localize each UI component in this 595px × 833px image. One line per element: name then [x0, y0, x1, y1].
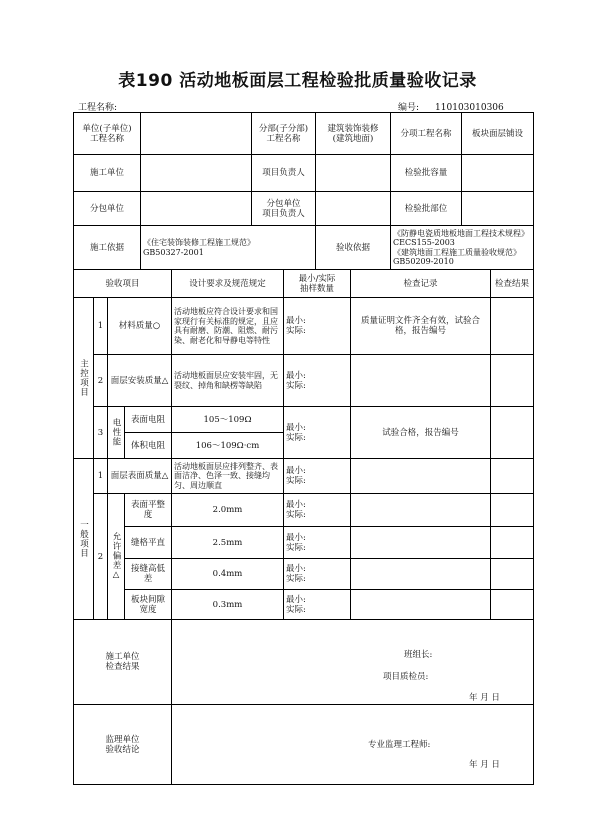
basis-value: 《住宅装饰装修工程施工规范》 GB50327-2001: [141, 226, 316, 270]
sub-item-name: 表面平整度: [125, 494, 172, 527]
form-title: 表190 活动地板面层工程检验批质量验收记录: [118, 71, 477, 91]
sample-cell: 最小: 实际:: [284, 494, 351, 527]
main-control-label: 主控项目: [73, 298, 94, 459]
main-item-result[interactable]: [491, 298, 534, 355]
general-item-no: 2: [94, 494, 108, 620]
unit-project-label: 单位(子单位) 工程名称: [73, 112, 141, 155]
subcontract-leader-value[interactable]: [316, 192, 391, 226]
batch-capacity-value[interactable]: [462, 155, 534, 192]
col-sample: 最小/实际 抽样数量: [284, 270, 351, 298]
main-item-result[interactable]: [491, 407, 534, 459]
col-items: 验收项目: [73, 270, 172, 298]
sample-cell: 最小: 实际:: [284, 459, 351, 494]
sample-cell: 最小: 实际:: [284, 559, 351, 590]
sub-item-record[interactable]: [351, 559, 491, 590]
main-item-name: 面层安装质量△: [108, 355, 172, 407]
unit-project-value[interactable]: [141, 112, 252, 155]
sub-item-name: 缝格平直: [125, 527, 172, 559]
date-label: 年 月 日: [469, 693, 500, 703]
subcontract-leader-label: 分包单位 项目负责人: [252, 192, 316, 226]
construction-unit-value[interactable]: [141, 155, 252, 192]
electrical-group-label: 电性能: [108, 407, 125, 459]
code-label: 编号:: [398, 103, 420, 113]
main-item-no: 1: [94, 298, 108, 355]
supervisor-label: 专业监理工程师:: [368, 740, 431, 750]
subitem-value: 板块面层铺设: [462, 112, 534, 155]
deviation-group-label: 允许偏差△: [108, 494, 125, 620]
general-item-req: 活动地板面层应排列整齐、表面洁净、色泽一致、接缝均匀、周边顺直: [172, 459, 284, 494]
sub-item-req: 105～109Ω: [172, 407, 284, 433]
batch-capacity-label: 检验批容量: [391, 155, 462, 192]
sub-item-req: 0.4mm: [172, 559, 284, 590]
batch-location-value[interactable]: [462, 192, 534, 226]
supervision-area[interactable]: [172, 705, 534, 785]
batch-location-label: 检验批部位: [391, 192, 462, 226]
construction-unit-label: 施工单位: [73, 155, 141, 192]
sub-item-req: 106～109Ω·cm: [172, 433, 284, 459]
general-item-name: 面层表面质量△: [108, 459, 172, 494]
sample-cell: 最小: 实际:: [284, 407, 351, 459]
sub-item-req: 0.3mm: [172, 590, 284, 620]
sub-item-result[interactable]: [491, 527, 534, 559]
sub-item-req: 2.0mm: [172, 494, 284, 527]
col-result: 检查结果: [491, 270, 534, 298]
sub-item-result[interactable]: [491, 559, 534, 590]
project-leader-value[interactable]: [316, 155, 391, 192]
sub-item-req: 2.5mm: [172, 527, 284, 559]
sample-cell: 最小: 实际:: [284, 527, 351, 559]
sub-item-result[interactable]: [491, 590, 534, 620]
sample-cell: 最小: 实际:: [284, 590, 351, 620]
basis-label: 施工依据: [73, 226, 141, 270]
general-item-no: 1: [94, 459, 108, 494]
sample-cell: 最小: 实际:: [284, 298, 351, 355]
main-item-record: 试验合格，报告编号: [351, 407, 491, 459]
subcontract-unit-value[interactable]: [141, 192, 252, 226]
main-item-result[interactable]: [491, 355, 534, 407]
construction-check-label: 施工单位 检查结果: [73, 620, 172, 705]
project-leader-label: 项目负责人: [252, 155, 316, 192]
sub-item-name: 表面电阻: [125, 407, 172, 433]
main-item-no: 2: [94, 355, 108, 407]
acceptance-basis-value: 《防静电瓷质地板地面工程技术规程》CECS155-2003 《建筑地面工程施工质量验收规范》GB50209-2010: [391, 226, 534, 270]
main-item-req: 活动地板应符合设计要求和国家现行有关标准的规定，且应具有耐磨、防潮、阻燃、耐污染、耐老化和导静电等特性: [172, 298, 284, 355]
subdivision-value: 建筑装饰装修 (建筑地面): [316, 112, 391, 155]
subitem-label: 分项工程名称: [391, 112, 462, 155]
sub-item-record[interactable]: [351, 494, 491, 527]
acceptance-basis-label: 验收依据: [316, 226, 391, 270]
sub-item-name: 接缝高低差: [125, 559, 172, 590]
main-item-record: 质量证明文件齐全有效，试验合格，报告编号: [351, 298, 491, 355]
general-label: 一般项目: [73, 459, 94, 620]
main-item-record[interactable]: [351, 355, 491, 407]
quality-officer-label: 项目质检员:: [383, 672, 429, 682]
col-requirements: 设计要求及规范规定: [172, 270, 284, 298]
main-item-no: 3: [94, 407, 108, 459]
date-label-2: 年 月 日: [469, 760, 500, 770]
project-name-label: 工程名称:: [78, 103, 118, 113]
sub-item-record[interactable]: [351, 590, 491, 620]
main-item-req: 活动地板面层应安装牢固，无裂纹、掉角和缺楞等缺陷: [172, 355, 284, 407]
general-item-result[interactable]: [491, 459, 534, 494]
sub-item-name: 板块间隙宽度: [125, 590, 172, 620]
sample-cell: 最小: 实际:: [284, 355, 351, 407]
general-item-record[interactable]: [351, 459, 491, 494]
code-value: 110103010306: [435, 103, 504, 113]
sub-item-result[interactable]: [491, 494, 534, 527]
sub-item-record[interactable]: [351, 527, 491, 559]
subcontract-unit-label: 分包单位: [73, 192, 141, 226]
col-record: 检查记录: [351, 270, 491, 298]
subdivision-label: 分部(子分部) 工程名称: [252, 112, 316, 155]
team-leader-label: 班组长:: [404, 650, 433, 660]
sub-item-name: 体积电阻: [125, 433, 172, 459]
supervision-label: 监理单位 验收结论: [73, 705, 172, 785]
main-item-name: 材料质量○: [108, 298, 172, 355]
